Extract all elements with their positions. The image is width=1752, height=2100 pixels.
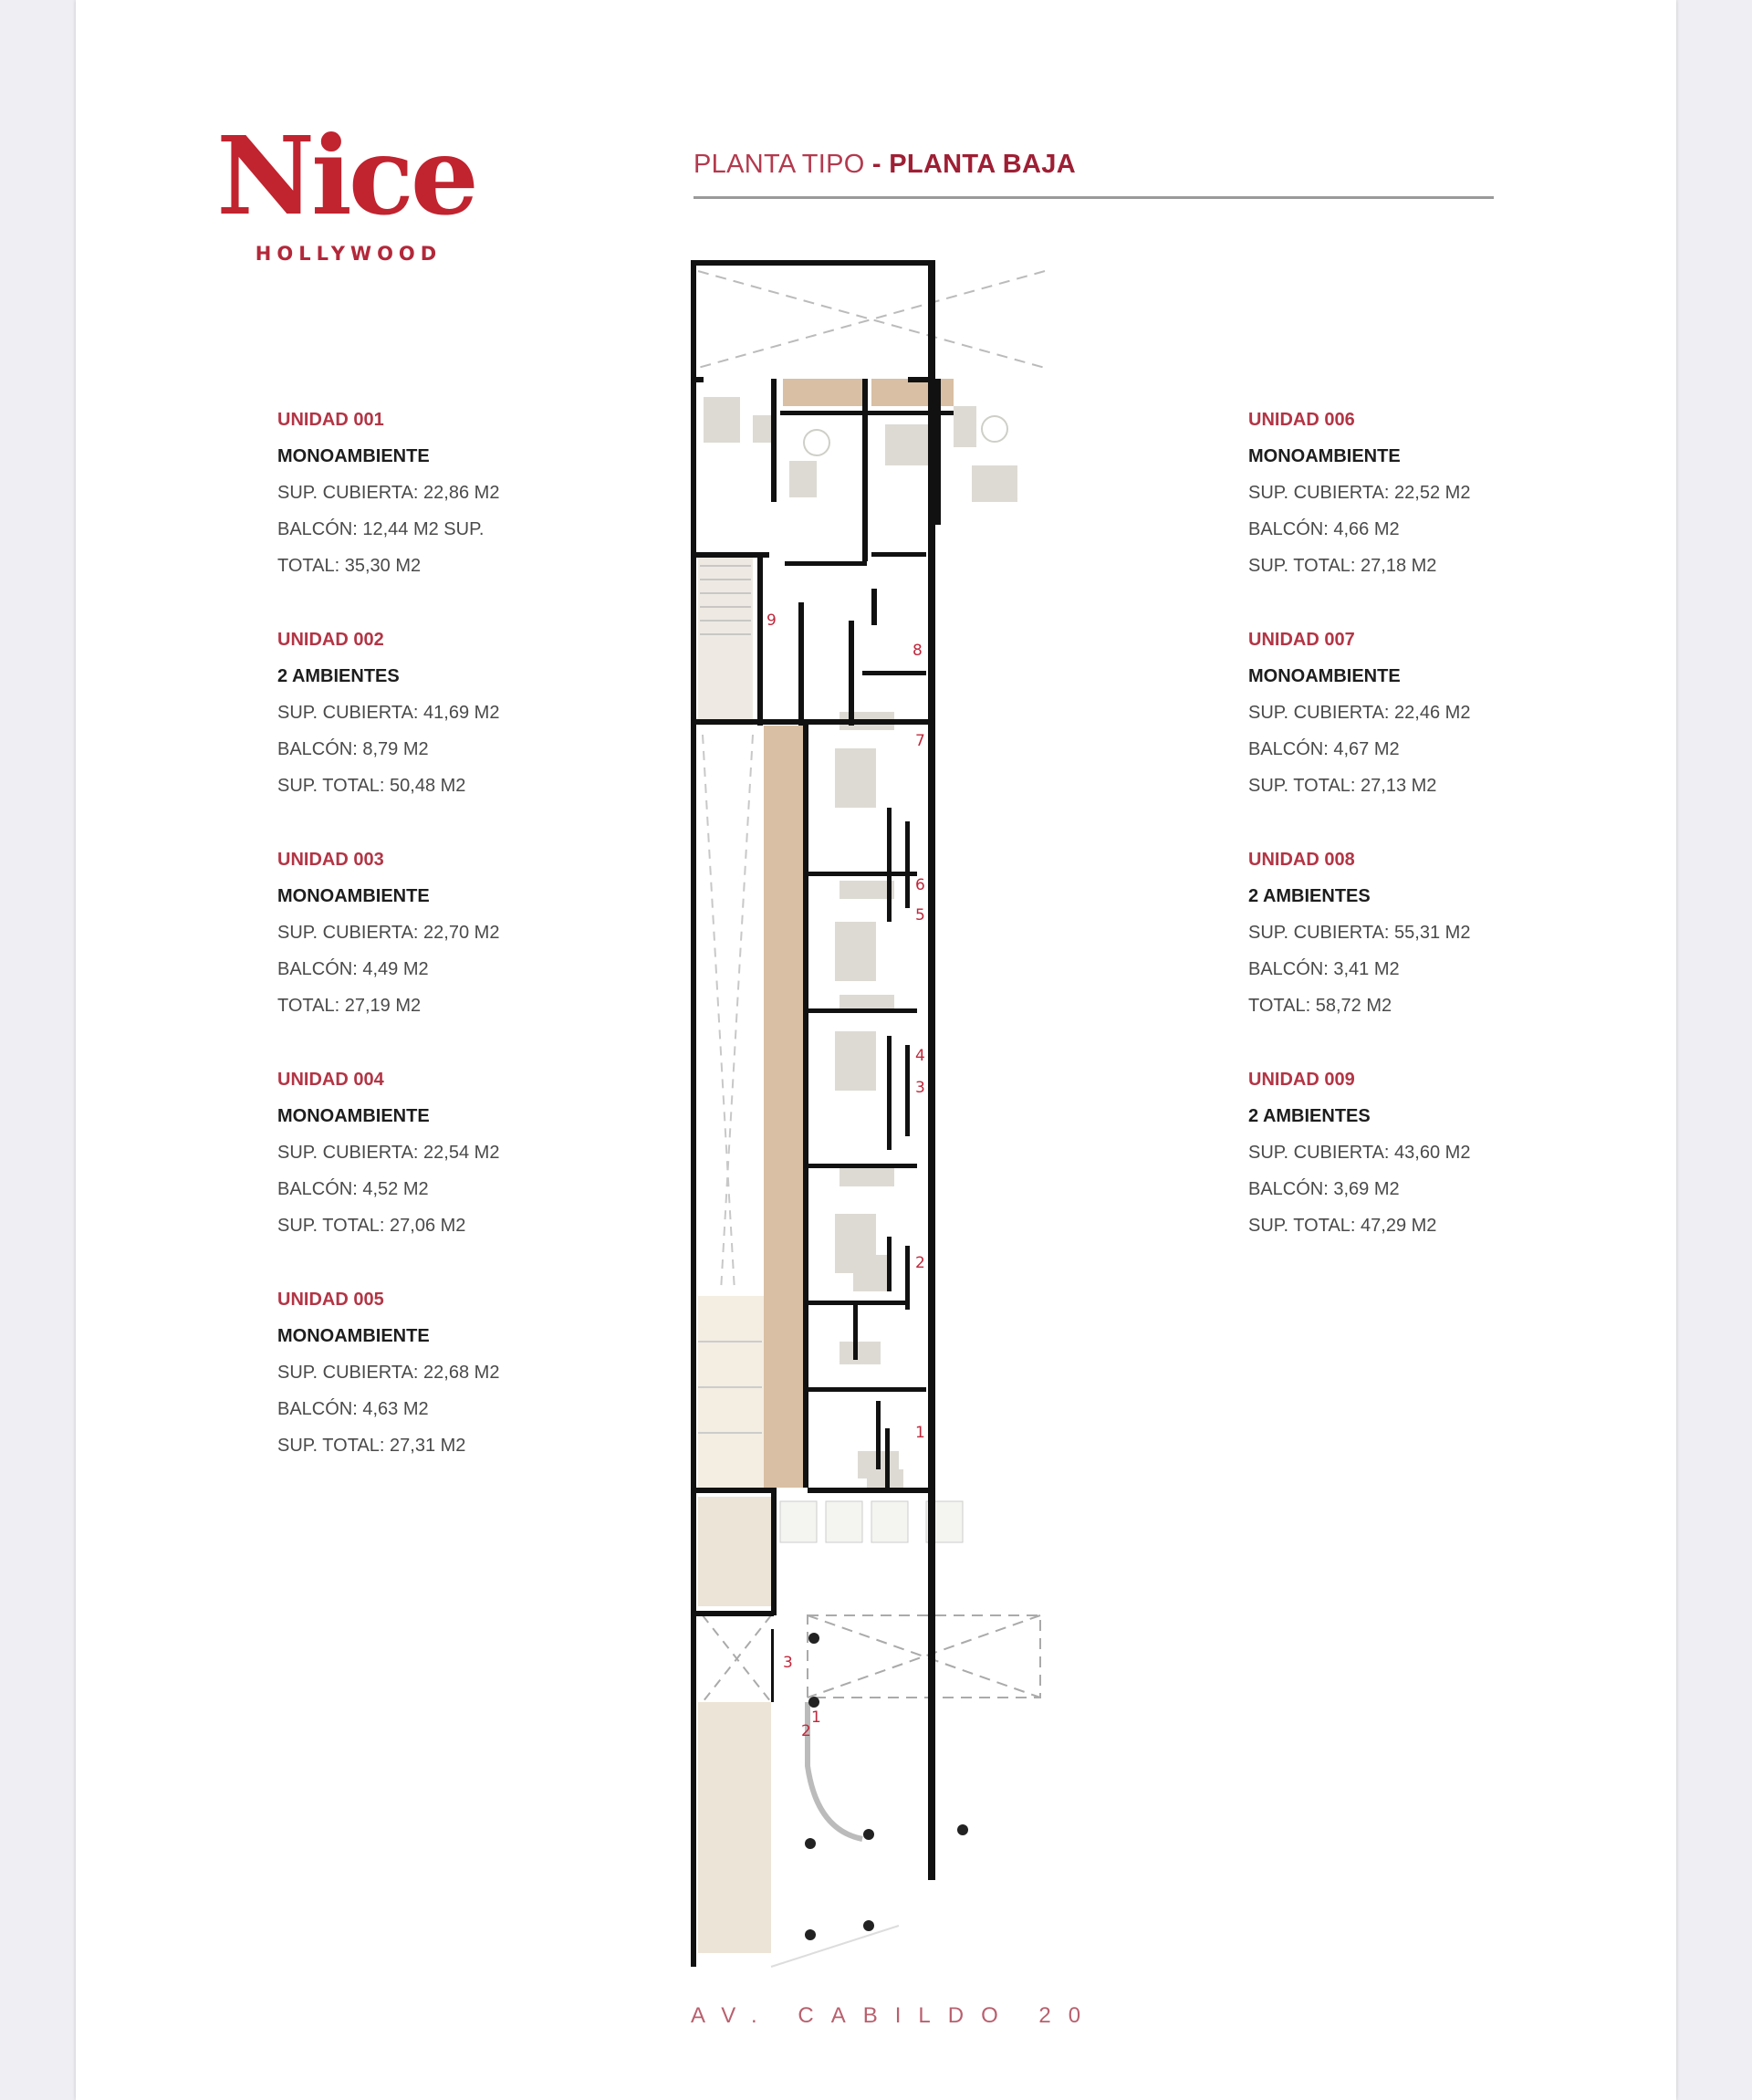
balcony-009 bbox=[783, 379, 865, 406]
unit-covered-area: SUP. CUBIERTA: 22,68 M2 bbox=[277, 1363, 500, 1383]
maintenance-room bbox=[698, 1497, 771, 1606]
unit-total-area: SUP. TOTAL: 50,48 M2 bbox=[277, 776, 466, 796]
car-lift-cross bbox=[703, 1615, 771, 1702]
unit-title: UNIDAD 008 bbox=[1248, 850, 1355, 870]
marker-7: 7 bbox=[915, 732, 925, 750]
vehicle-access bbox=[698, 1702, 771, 1953]
unit-balcony-area: BALCÓN: 4,63 M2 bbox=[277, 1399, 429, 1419]
unit-total-area: TOTAL: 58,72 M2 bbox=[1248, 996, 1392, 1016]
unit-total-area: SUP. TOTAL: 27,18 M2 bbox=[1248, 556, 1437, 576]
unit-total-area: SUP. TOTAL: 27,31 M2 bbox=[277, 1436, 466, 1456]
unit-covered-area: SUP. CUBIERTA: 43,60 M2 bbox=[1248, 1143, 1471, 1163]
unit-type: MONOAMBIENTE bbox=[1248, 666, 1401, 686]
unit-card-004 bbox=[277, 1067, 569, 1287]
unit-title: UNIDAD 006 bbox=[1248, 410, 1355, 430]
unit-total-area: SUP. TOTAL: 27,13 M2 bbox=[1248, 776, 1437, 796]
entry-marker-1: 1 bbox=[811, 1708, 821, 1727]
unit-covered-area: SUP. CUBIERTA: 41,69 M2 bbox=[277, 703, 500, 723]
balcony-strip bbox=[764, 726, 805, 1488]
unit-title: UNIDAD 009 bbox=[1248, 1070, 1355, 1090]
unit-covered-area: SUP. CUBIERTA: 22,86 M2 bbox=[277, 483, 500, 503]
floor-plan bbox=[680, 251, 1063, 1985]
unit-balcony-area: BALCÓN: 4,52 M2 bbox=[277, 1179, 429, 1199]
unit-balcony-area: BALCÓN: 3,41 M2 bbox=[1248, 959, 1400, 979]
unit-type: MONOAMBIENTE bbox=[277, 886, 430, 906]
marker-1: 1 bbox=[915, 1424, 925, 1442]
unit-type: 2 AMBIENTES bbox=[1248, 886, 1371, 906]
marker-3: 3 bbox=[915, 1079, 925, 1097]
unit-total-area: TOTAL: 35,30 M2 bbox=[277, 556, 422, 576]
unit-balcony-area: BALCÓN: 4,67 M2 bbox=[1248, 739, 1400, 759]
logo-subtitle: HOLLYWOOD bbox=[255, 243, 443, 265]
unit-type: MONOAMBIENTE bbox=[277, 1106, 430, 1126]
unit-covered-area: SUP. CUBIERTA: 22,52 M2 bbox=[1248, 483, 1471, 503]
marker-6: 6 bbox=[915, 876, 925, 894]
entry-marker-3: 3 bbox=[783, 1654, 793, 1672]
unit-title: UNIDAD 005 bbox=[277, 1290, 384, 1310]
unit-title: UNIDAD 004 bbox=[277, 1070, 384, 1090]
garden-strip bbox=[698, 1296, 764, 1488]
columns bbox=[805, 1633, 968, 1940]
address-footer: AV. CABILDO 20 bbox=[691, 2003, 1099, 2028]
lot-edge bbox=[771, 1926, 899, 1967]
unit-type: 2 AMBIENTES bbox=[277, 666, 400, 686]
unit-title: UNIDAD 007 bbox=[1248, 630, 1355, 650]
unit-covered-area: SUP. CUBIERTA: 22,54 M2 bbox=[277, 1143, 500, 1163]
open-patio-top bbox=[698, 271, 1045, 368]
unit-total-area: SUP. TOTAL: 47,29 M2 bbox=[1248, 1216, 1437, 1236]
unit-card-002 bbox=[277, 627, 569, 847]
stairs-top bbox=[698, 552, 753, 726]
marker-5: 5 bbox=[915, 906, 925, 925]
unit-type: MONOAMBIENTE bbox=[277, 446, 430, 466]
unit-total-area: SUP. TOTAL: 27,06 M2 bbox=[277, 1216, 466, 1236]
title-bold: PLANTA BAJA bbox=[889, 150, 1076, 179]
marker-2: 2 bbox=[915, 1254, 925, 1272]
unit-card-007 bbox=[1248, 627, 1540, 847]
unit-title: UNIDAD 003 bbox=[277, 850, 384, 870]
unit-card-009 bbox=[1248, 1067, 1540, 1287]
page-title bbox=[694, 150, 1076, 180]
title-light: PLANTA TIPO bbox=[694, 150, 865, 179]
title-separator: - bbox=[864, 150, 890, 179]
title-divider bbox=[694, 196, 1494, 199]
unit-title: UNIDAD 001 bbox=[277, 410, 384, 430]
unit-card-008 bbox=[1248, 847, 1540, 1067]
units-list-right bbox=[1248, 407, 1540, 1287]
unit-card-003 bbox=[277, 847, 569, 1067]
unit-balcony-area: BALCÓN: 12,44 M2 SUP. bbox=[277, 519, 485, 539]
unit-balcony-area: BALCÓN: 4,66 M2 bbox=[1248, 519, 1400, 539]
unit-total-area: TOTAL: 27,19 M2 bbox=[277, 996, 422, 1016]
unit-card-001 bbox=[277, 407, 569, 627]
unit-balcony-area: BALCÓN: 3,69 M2 bbox=[1248, 1179, 1400, 1199]
unit-title: UNIDAD 002 bbox=[277, 630, 384, 650]
entry-marker-2: 2 bbox=[801, 1722, 811, 1740]
hall-cross bbox=[808, 1615, 1040, 1698]
void-dashed-area bbox=[703, 735, 753, 1291]
units-list-left bbox=[277, 407, 569, 1507]
marker-4: 4 bbox=[915, 1047, 925, 1065]
brand-logo bbox=[204, 112, 487, 265]
unit-card-006 bbox=[1248, 407, 1540, 627]
unit-covered-area: SUP. CUBIERTA: 22,70 M2 bbox=[277, 923, 500, 943]
unit-card-005 bbox=[277, 1287, 569, 1507]
marker-9: 9 bbox=[766, 611, 777, 630]
balcony-008 bbox=[871, 379, 954, 406]
unit-balcony-area: BALCÓN: 8,79 M2 bbox=[277, 739, 429, 759]
unit-type: 2 AMBIENTES bbox=[1248, 1106, 1371, 1126]
unit-type: MONOAMBIENTE bbox=[1248, 446, 1401, 466]
unit-covered-area: SUP. CUBIERTA: 55,31 M2 bbox=[1248, 923, 1471, 943]
unit-covered-area: SUP. CUBIERTA: 22,46 M2 bbox=[1248, 703, 1471, 723]
unit-type: MONOAMBIENTE bbox=[277, 1326, 430, 1346]
logo-wordmark: Nice bbox=[216, 112, 475, 239]
unit-balcony-area: BALCÓN: 4,49 M2 bbox=[277, 959, 429, 979]
marker-8: 8 bbox=[912, 642, 923, 660]
